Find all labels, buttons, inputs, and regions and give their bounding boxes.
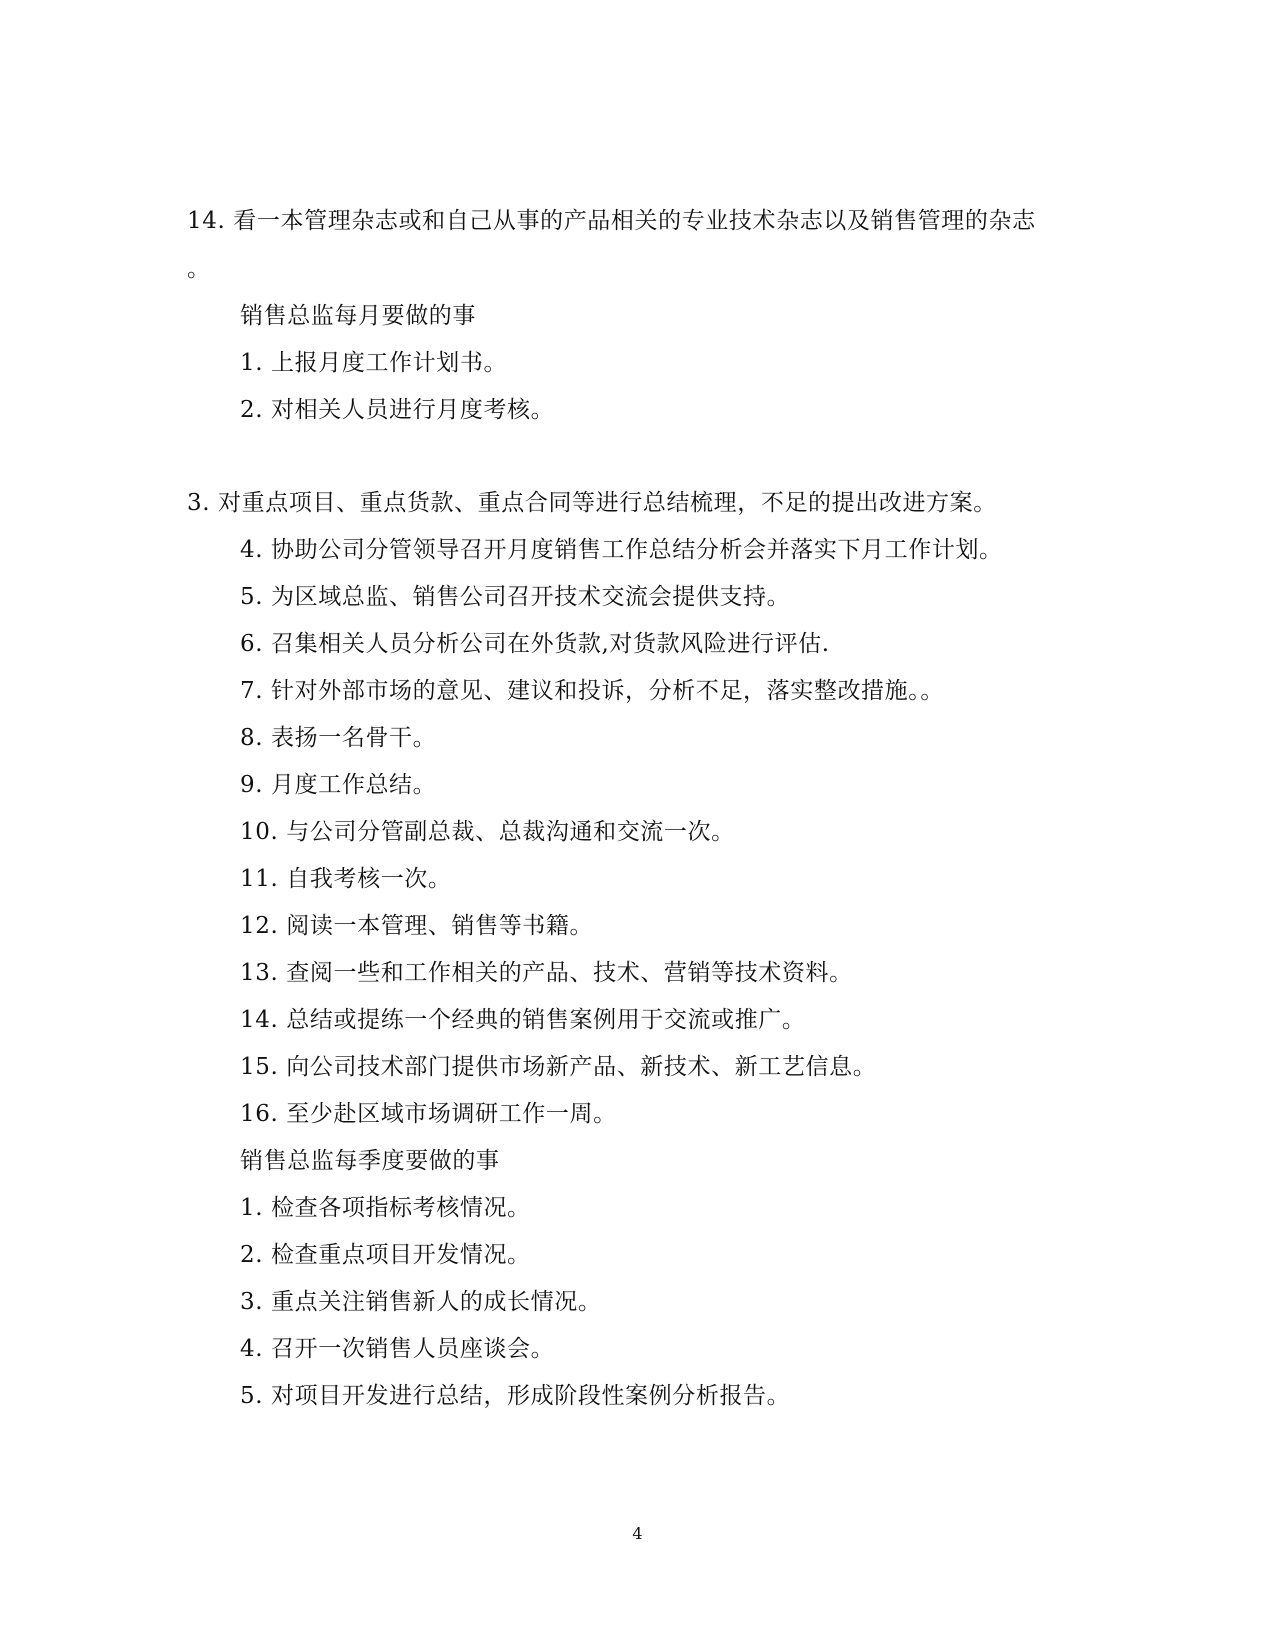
monthly-item: 1. 上报月度工作计划书。 xyxy=(240,350,508,376)
monthly-item: 3. 对重点项目、重点货款、重点合同等进行总结梳理，不足的提出改进方案。 xyxy=(187,490,997,516)
quarterly-item: 2. 检查重点项目开发情况。 xyxy=(240,1242,531,1268)
monthly-item: 6. 召集相关人员分析公司在外货款,对货款风险进行评估. xyxy=(240,631,830,657)
monthly-section-heading: 销售总监每月要做的事 xyxy=(240,303,476,329)
monthly-item: 13. 查阅一些和工作相关的产品、技术、营销等技术资料。 xyxy=(240,960,853,986)
paragraph-item-14: 14. 看一本管理杂志或和自己从事的产品相关的专业技术杂志以及销售管理的杂志 xyxy=(187,208,1036,234)
quarterly-section-heading: 销售总监每季度要做的事 xyxy=(240,1148,500,1174)
quarterly-item: 5. 对项目开发进行总结，形成阶段性案例分析报告。 xyxy=(240,1383,791,1409)
monthly-item: 15. 向公司技术部门提供市场新产品、新技术、新工艺信息。 xyxy=(240,1054,877,1080)
monthly-item: 8. 表扬一名骨干。 xyxy=(240,725,437,751)
monthly-item: 12. 阅读一本管理、销售等书籍。 xyxy=(240,913,594,939)
monthly-item: 9. 月度工作总结。 xyxy=(240,772,437,798)
monthly-item: 11. 自我考核一次。 xyxy=(240,866,452,892)
quarterly-item: 3. 重点关注销售新人的成长情况。 xyxy=(240,1289,602,1315)
quarterly-item: 1. 检查各项指标考核情况。 xyxy=(240,1195,531,1221)
monthly-item: 14. 总结或提练一个经典的销售案例用于交流或推广。 xyxy=(240,1007,806,1033)
monthly-item: 5. 为区域总监、销售公司召开技术交流会提供支持。 xyxy=(240,584,791,610)
monthly-item: 7. 针对外部市场的意见、建议和投诉，分析不足，落实整改措施。。 xyxy=(240,678,944,704)
monthly-item: 2. 对相关人员进行月度考核。 xyxy=(240,397,555,423)
monthly-item: 16. 至少赴区域市场调研工作一周。 xyxy=(240,1101,617,1127)
page-number: 4 xyxy=(632,1524,643,1543)
monthly-item: 4. 协助公司分管领导召开月度销售工作总结分析会并落实下月工作计划。 xyxy=(240,537,1003,563)
paragraph-item-14-continuation: 。 xyxy=(187,256,211,282)
monthly-item: 10. 与公司分管副总裁、总裁沟通和交流一次。 xyxy=(240,819,735,845)
quarterly-item: 4. 召开一次销售人员座谈会。 xyxy=(240,1336,555,1362)
